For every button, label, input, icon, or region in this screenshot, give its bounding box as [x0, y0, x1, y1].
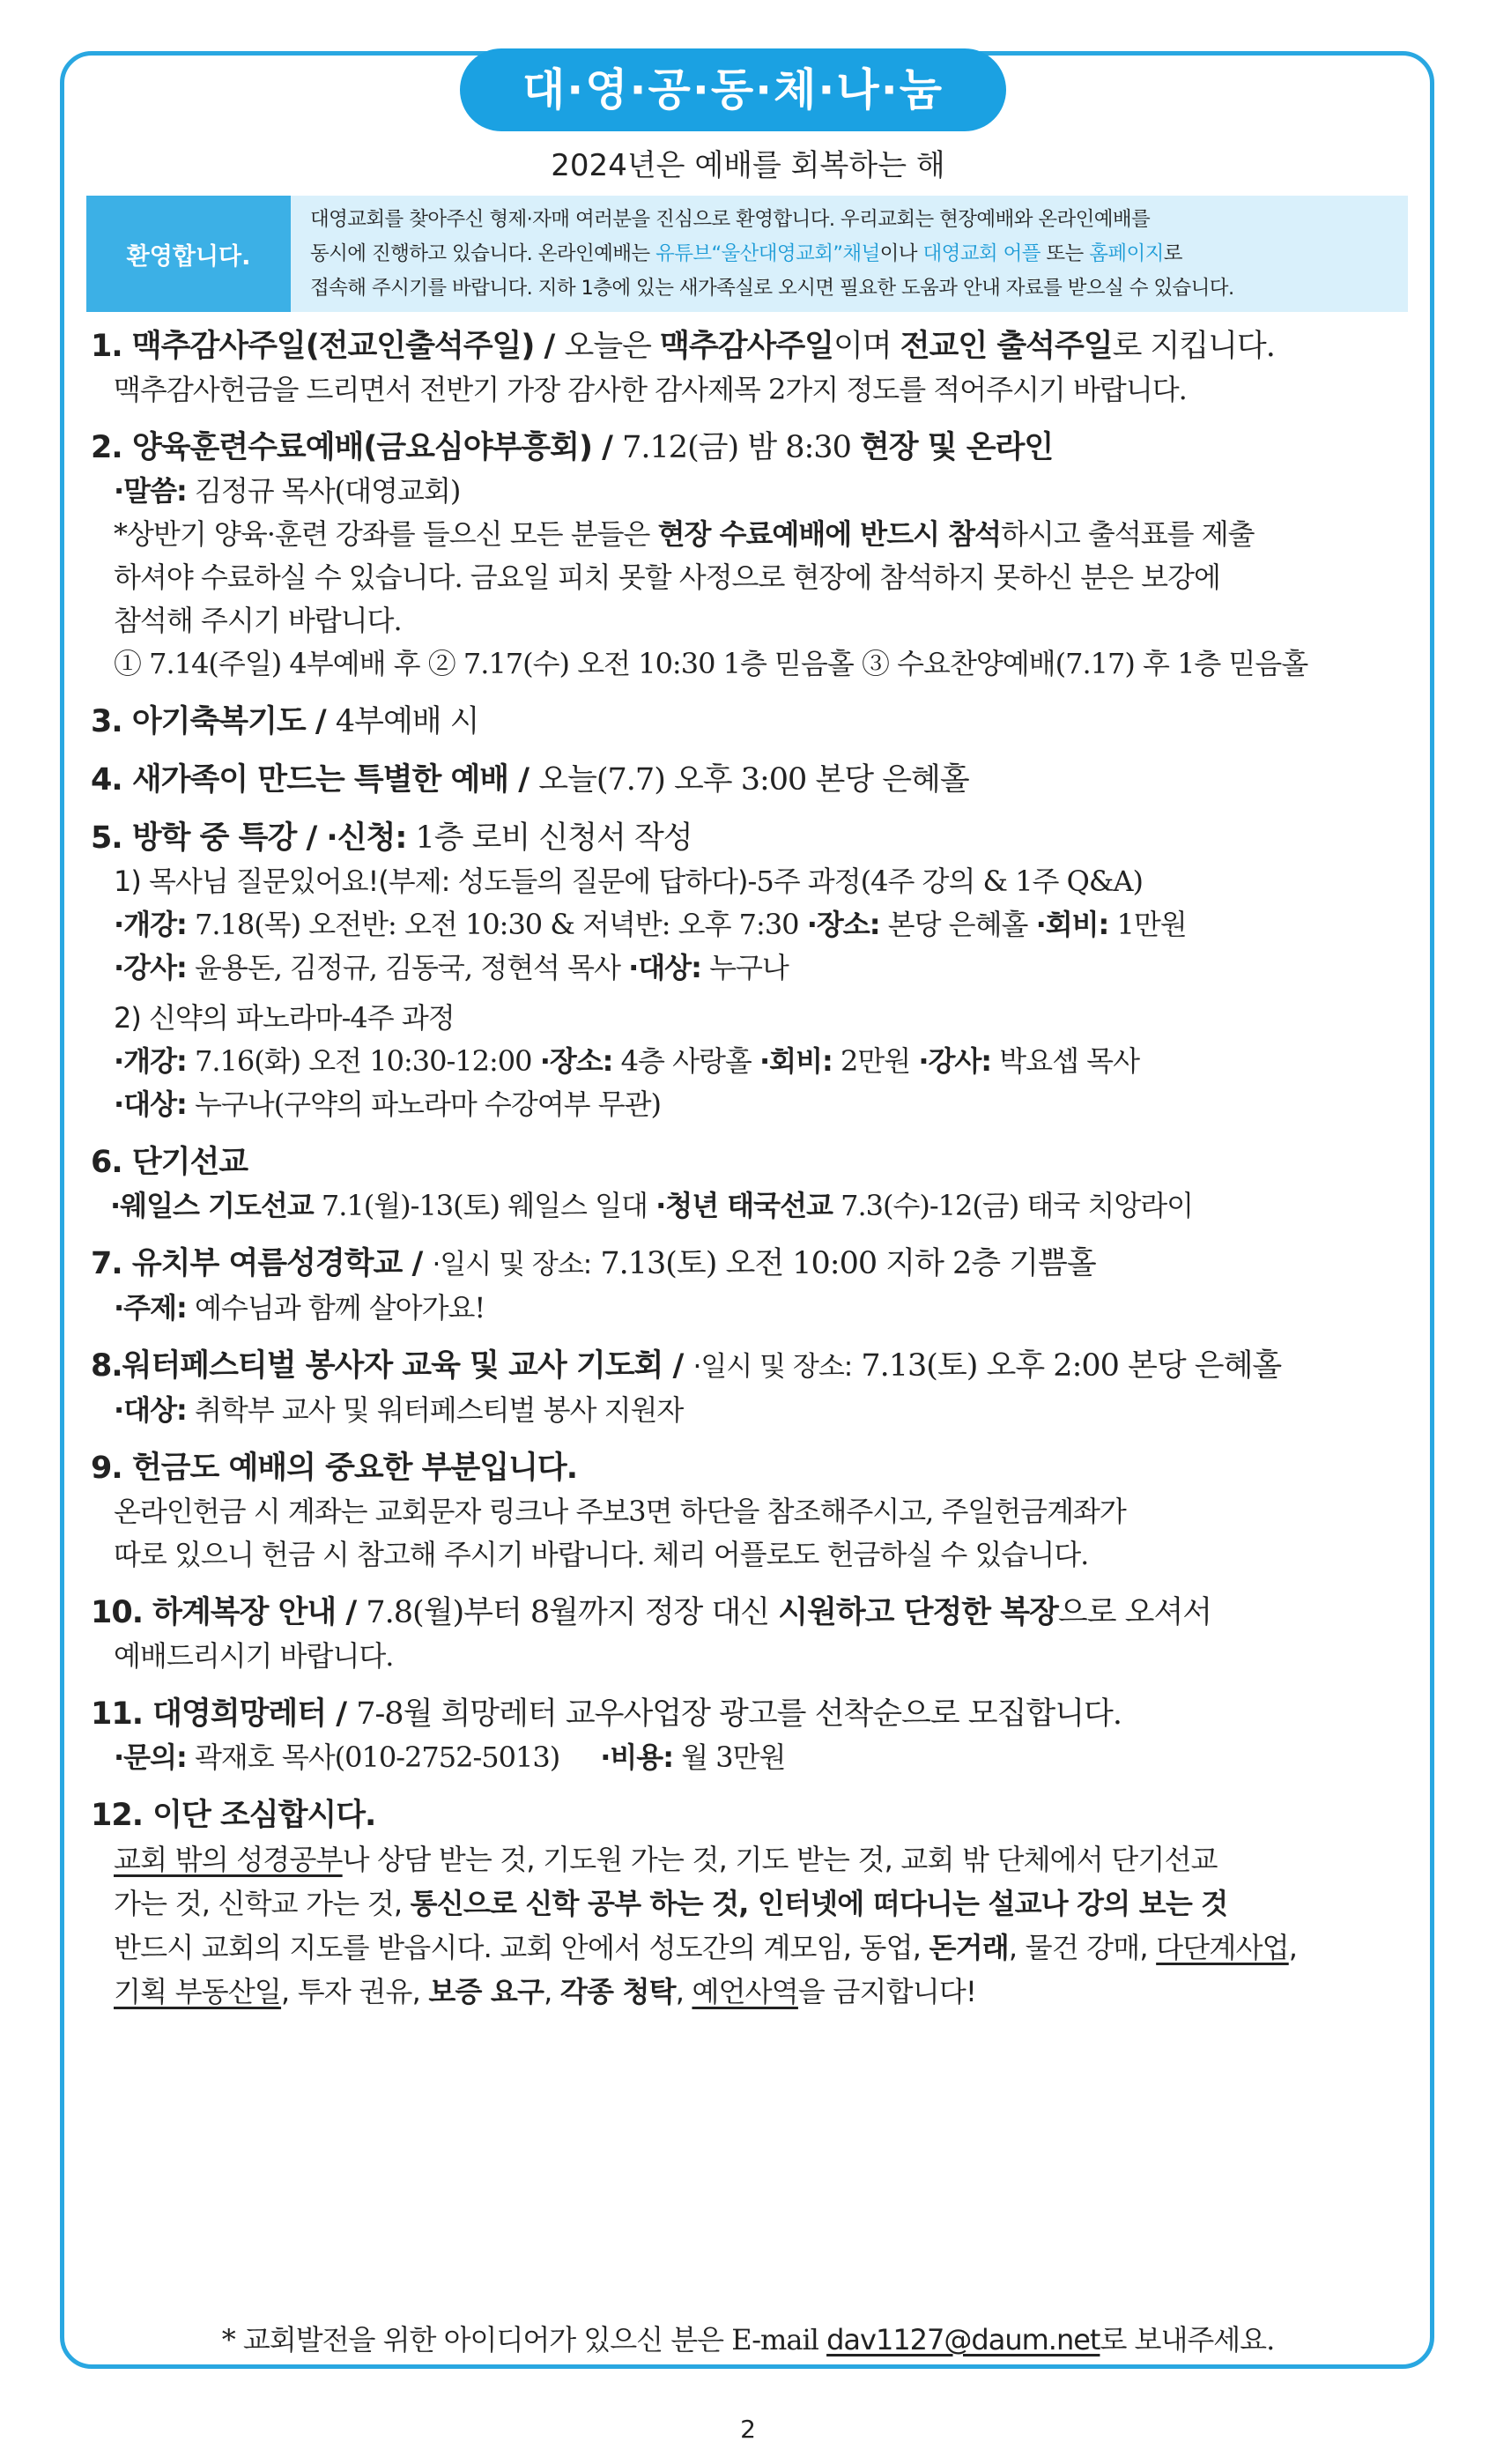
field-key: ·강사: — [918, 1044, 992, 1078]
youtube-link[interactable]: 유튜브“울산대영교회”채널 — [655, 242, 880, 265]
item-title: 11. 대영희망레터 / — [91, 1696, 357, 1732]
item-text: 7.8(월)부터 8월까지 정장 대신 — [366, 1595, 779, 1630]
field-key: ·비용: — [600, 1740, 674, 1774]
announcement-item-7 — [91, 1242, 1430, 1330]
item-line — [91, 1926, 1430, 1970]
item-title: 1. 맥추감사주일(전교인출석주일) / — [91, 329, 565, 364]
item-text: 7-8월 희망레터 교우사업장 광고를 선착순으로 모집합니다. — [356, 1696, 1122, 1732]
item-line: 하셔야 수료하실 수 있습니다. 금요일 피치 못할 사정으로 현장에 참석하지 못하신 분은 보강에 — [114, 560, 1220, 594]
item-highlight: 맥추감사주일 — [660, 329, 833, 364]
item-highlight: 시원하고 단정한 복장 — [778, 1595, 1058, 1630]
welcome-text — [291, 196, 1408, 312]
item-highlight: 전교인 출석주일 — [900, 329, 1113, 364]
item-heading — [91, 758, 1430, 802]
item-heading: 12. 이단 조심합시다. — [91, 1798, 376, 1833]
field-key: ·개강: — [114, 1044, 187, 1078]
item-line — [91, 1881, 1430, 1926]
welcome-text-span: 이나 — [879, 242, 923, 265]
field-key: ·주제: — [114, 1291, 187, 1325]
item-line: 참석해 주시기 바랍니다. — [114, 604, 402, 637]
item-highlight: 각종 청탁 — [559, 1975, 676, 2008]
announcement-item-11 — [91, 1692, 1430, 1779]
item-line — [91, 1083, 1430, 1126]
field-value: 7.18(목) 오전반: 오전 10:30 & 저녁반: 오후 7:30 — [186, 908, 807, 941]
item-text: *상반기 양육·훈련 강좌를 들으신 모든 분들은 — [114, 517, 658, 551]
field-value: 박요셉 목사 — [991, 1044, 1139, 1078]
welcome-line — [310, 237, 1396, 271]
page-title: 대·영·공·동·체·나·눔 — [460, 48, 1006, 131]
announcement-item-4 — [91, 758, 1430, 802]
field-value: 4층 사랑홀 — [612, 1044, 759, 1078]
item-heading — [91, 1344, 1430, 1389]
field-key: ·회비: — [1035, 908, 1109, 941]
field-value: 본당 은혜홀 — [879, 908, 1036, 941]
item-text: 반드시 교회의 지도를 받읍시다. 교회 안에서 성도간의 계모임, 동업, — [114, 1931, 929, 1964]
item-text: 4부예배 시 — [335, 704, 479, 739]
field-value: 누구나 — [700, 951, 789, 984]
item-text: , — [1288, 1931, 1298, 1964]
welcome-text-span: 동시에 진행하고 있습니다. 온라인예배는 — [310, 242, 656, 265]
item-line — [91, 1970, 1430, 2014]
field-value: 7.16(화) 오전 10:30-12:00 — [186, 1044, 540, 1078]
field-value: 김정규 목사(대영교회) — [186, 474, 461, 508]
field-value: 1만원 — [1108, 908, 1187, 941]
item-text: 7.12(금) 밤 8:30 — [622, 430, 860, 465]
course-duration: -4주 과정 — [341, 1001, 455, 1035]
item-text: 으로 오셔서 — [1057, 1595, 1212, 1630]
field-key: ·청년 태국선교 — [655, 1189, 833, 1222]
announcement-item-1 — [91, 324, 1430, 412]
item-highlight: 보증 요구 — [428, 1975, 544, 2008]
field-value: 윤용돈, 김정규, 김동국, 정현석 목사 — [186, 951, 629, 984]
item-title: 5. 방학 중 특강 / — [91, 820, 327, 856]
field-key: ·신청: — [326, 820, 407, 856]
announcement-item-8 — [91, 1344, 1430, 1432]
item-text: 이며 — [833, 329, 900, 364]
announcement-item-10 — [91, 1591, 1430, 1678]
field-key: ·대상: — [114, 1087, 187, 1121]
item-title: 3. 아기축복기도 / — [91, 704, 336, 739]
homepage-link[interactable]: 홈페이지 — [1089, 242, 1164, 265]
footer-text: 로 보내주세요. — [1100, 2323, 1275, 2356]
field-value: 곽재호 목사(010-2752-5013) — [186, 1740, 560, 1774]
item-line — [91, 903, 1430, 946]
field-key: ·대상: — [114, 1393, 187, 1427]
welcome-text-span: 로 — [1163, 242, 1182, 265]
item-heading: 6. 단기선교 — [91, 1145, 248, 1180]
announcement-list — [91, 324, 1430, 2028]
welcome-label: 환영합니다. — [86, 196, 291, 312]
course-title — [91, 860, 1430, 903]
item-heading — [91, 1242, 1430, 1287]
field-key: ·개강: — [114, 908, 187, 941]
item-line — [91, 1736, 1430, 1779]
announcement-item-3 — [91, 700, 1430, 744]
underlined-text: 예언사역 — [692, 1975, 798, 2008]
field-key: ·문의: — [114, 1740, 187, 1774]
welcome-line: 접속해 주시기를 바랍니다. 지하 1층에 있는 새가족실로 오시면 필요한 도움과 안내 자료를 받으실 수 있습니다. — [310, 277, 1234, 300]
field-value: 7.13(토) 오전 10:00 지하 2층 기쁨홀 — [591, 1246, 1096, 1281]
course-name: 2) 신약의 파노라마 — [114, 1001, 342, 1035]
course-name: 1) 목사님 질문있어요!(부제: 성도들의 질문에 답하다) — [114, 865, 748, 898]
item-text: 로 지킵니다. — [1112, 329, 1275, 364]
field-value: 월 3만원 — [673, 1740, 786, 1774]
item-line — [91, 1040, 1430, 1083]
item-line — [91, 1184, 1430, 1228]
item-title: 2. 양육훈련수료예배(금요심야부흥회) / — [91, 430, 623, 465]
item-line — [91, 946, 1430, 990]
item-highlight: 현장 수료예배에 반드시 참석 — [657, 517, 1001, 551]
item-heading: 9. 헌금도 예배의 중요한 부분입니다. — [91, 1451, 578, 1486]
item-text: , 투자 권유, — [281, 1975, 429, 2008]
welcome-line: 대영교회를 찾아주신 형제·자매 여러분을 진심으로 환영합니다. 우리교회는 현장예배와 온라인예배를 — [310, 208, 1151, 231]
item-text: 을 금지합니다! — [797, 1975, 976, 2008]
item-heading — [91, 816, 1430, 860]
footer-text: * 교회발전을 위한 아이디어가 있으신 분은 E-mail — [221, 2323, 827, 2356]
welcome-text-span: 또는 — [1040, 242, 1090, 265]
underlined-text: 다단계사업 — [1156, 1931, 1289, 1964]
field-value: 7.13(토) 오후 2:00 본당 은혜홀 — [852, 1348, 1282, 1384]
announcement-item-5 — [91, 816, 1430, 1126]
item-heading — [91, 324, 1430, 368]
field-key: ·말씀: — [114, 474, 187, 508]
announcement-item-6 — [91, 1140, 1430, 1228]
page-number: 2 — [740, 2415, 756, 2444]
field-key: ·일시 및 장소: — [432, 1249, 592, 1280]
announcement-item-12 — [91, 1793, 1430, 2014]
welcome-box — [86, 196, 1408, 312]
course-title — [91, 997, 1430, 1040]
item-line — [91, 1287, 1430, 1330]
field-value: 2만원 — [832, 1044, 919, 1078]
item-line: 예배드리시기 바랍니다. — [114, 1639, 394, 1673]
item-text: , — [675, 1975, 692, 2008]
email-link[interactable]: dav1127@daum.net — [826, 2323, 1100, 2356]
item-highlight: 현장 및 온라인 — [859, 430, 1054, 465]
item-text: 나 상담 받는 것, 기도원 가는 것, 기도 받는 것, 교회 밖 단체에서 단기선교 — [342, 1843, 1218, 1876]
announcement-item-9 — [91, 1446, 1430, 1577]
item-line — [91, 470, 1430, 513]
field-value: 7.3(수)-12(금) 태국 치앙라이 — [832, 1189, 1194, 1222]
field-key: ·일시 및 장소: — [692, 1351, 853, 1383]
course-duration: -5주 과정(4주 강의 & 1주 Q&A) — [747, 865, 1143, 898]
item-text: 가는 것, 신학교 가는 것, — [114, 1887, 411, 1920]
field-value: 1층 로비 신청서 작성 — [406, 820, 692, 856]
item-text: 오늘(7.7) 오후 3:00 본당 은혜홀 — [538, 762, 969, 798]
item-heading — [91, 1591, 1430, 1635]
item-line — [91, 513, 1430, 556]
field-value: 예수님과 함께 살아가요! — [186, 1291, 485, 1325]
item-highlight: 통신으로 신학 공부 하는 것, 인터넷에 떠다니는 설교나 강의 보는 것 — [410, 1887, 1228, 1920]
item-line: ① 7.14(주일) 4부예배 후 ② 7.17(수) 오전 10:30 1층 믿음홀 ③ 수요찬양예배(7.17) 후 1층 믿음홀 — [114, 647, 1308, 680]
item-heading — [91, 1692, 1430, 1736]
item-heading — [91, 426, 1430, 470]
footer-note — [0, 2318, 1496, 2358]
page-subtitle: 2024년은 예배를 회복하는 해 — [551, 148, 945, 183]
app-link[interactable]: 대영교회 어플 — [922, 242, 1041, 265]
item-text: 오늘은 — [564, 329, 661, 364]
underlined-text: 기획 부동산일 — [114, 1975, 282, 2008]
announcement-item-2 — [91, 426, 1430, 686]
item-line: 따로 있으니 헌금 시 참고해 주시기 바랍니다. 체리 어플로도 헌금하실 수 있습니다. — [114, 1538, 1089, 1571]
field-key: ·장소: — [806, 908, 880, 941]
field-value: 누구나(구약의 파노라마 수강여부 무관) — [186, 1087, 662, 1121]
field-value: 7.1(월)-13(토) 웨일스 일대 — [313, 1189, 656, 1222]
item-title: 10. 하계복장 안내 / — [91, 1595, 367, 1630]
underlined-text: 교회 밖의 성경공부 — [114, 1843, 343, 1876]
item-line — [91, 1389, 1430, 1432]
field-key: ·웨일스 기도선교 — [110, 1189, 314, 1222]
item-title: 8.워터페스티벌 봉사자 교육 및 교사 기도회 / — [91, 1348, 693, 1384]
field-value: 취학부 교사 및 워터페스티벌 봉사 지원자 — [186, 1393, 684, 1427]
item-text: , 물건 강매, — [1008, 1931, 1157, 1964]
item-line — [91, 1837, 1430, 1881]
item-text: 하시고 출석표를 제출 — [1001, 517, 1255, 551]
item-heading — [91, 700, 1430, 744]
item-text: , — [544, 1975, 560, 2008]
item-highlight: 돈거래 — [929, 1931, 1009, 1964]
item-title: 7. 유치부 여름성경학교 / — [91, 1246, 433, 1281]
item-title: 4. 새가족이 만드는 특별한 예배 / — [91, 762, 539, 798]
field-key: ·대상: — [628, 951, 701, 984]
item-line: 맥추감사헌금을 드리면서 전반기 가장 감사한 감사제목 2가지 정도를 적어주시기 바랍니다. — [114, 373, 1187, 406]
field-key: ·장소: — [539, 1044, 613, 1078]
item-line: 온라인헌금 시 계좌는 교회문자 링크나 주보3면 하단을 참조해주시고, 주일헌금계좌가 — [114, 1495, 1126, 1528]
field-key: ·회비: — [759, 1044, 833, 1078]
field-key: ·강사: — [114, 951, 187, 984]
